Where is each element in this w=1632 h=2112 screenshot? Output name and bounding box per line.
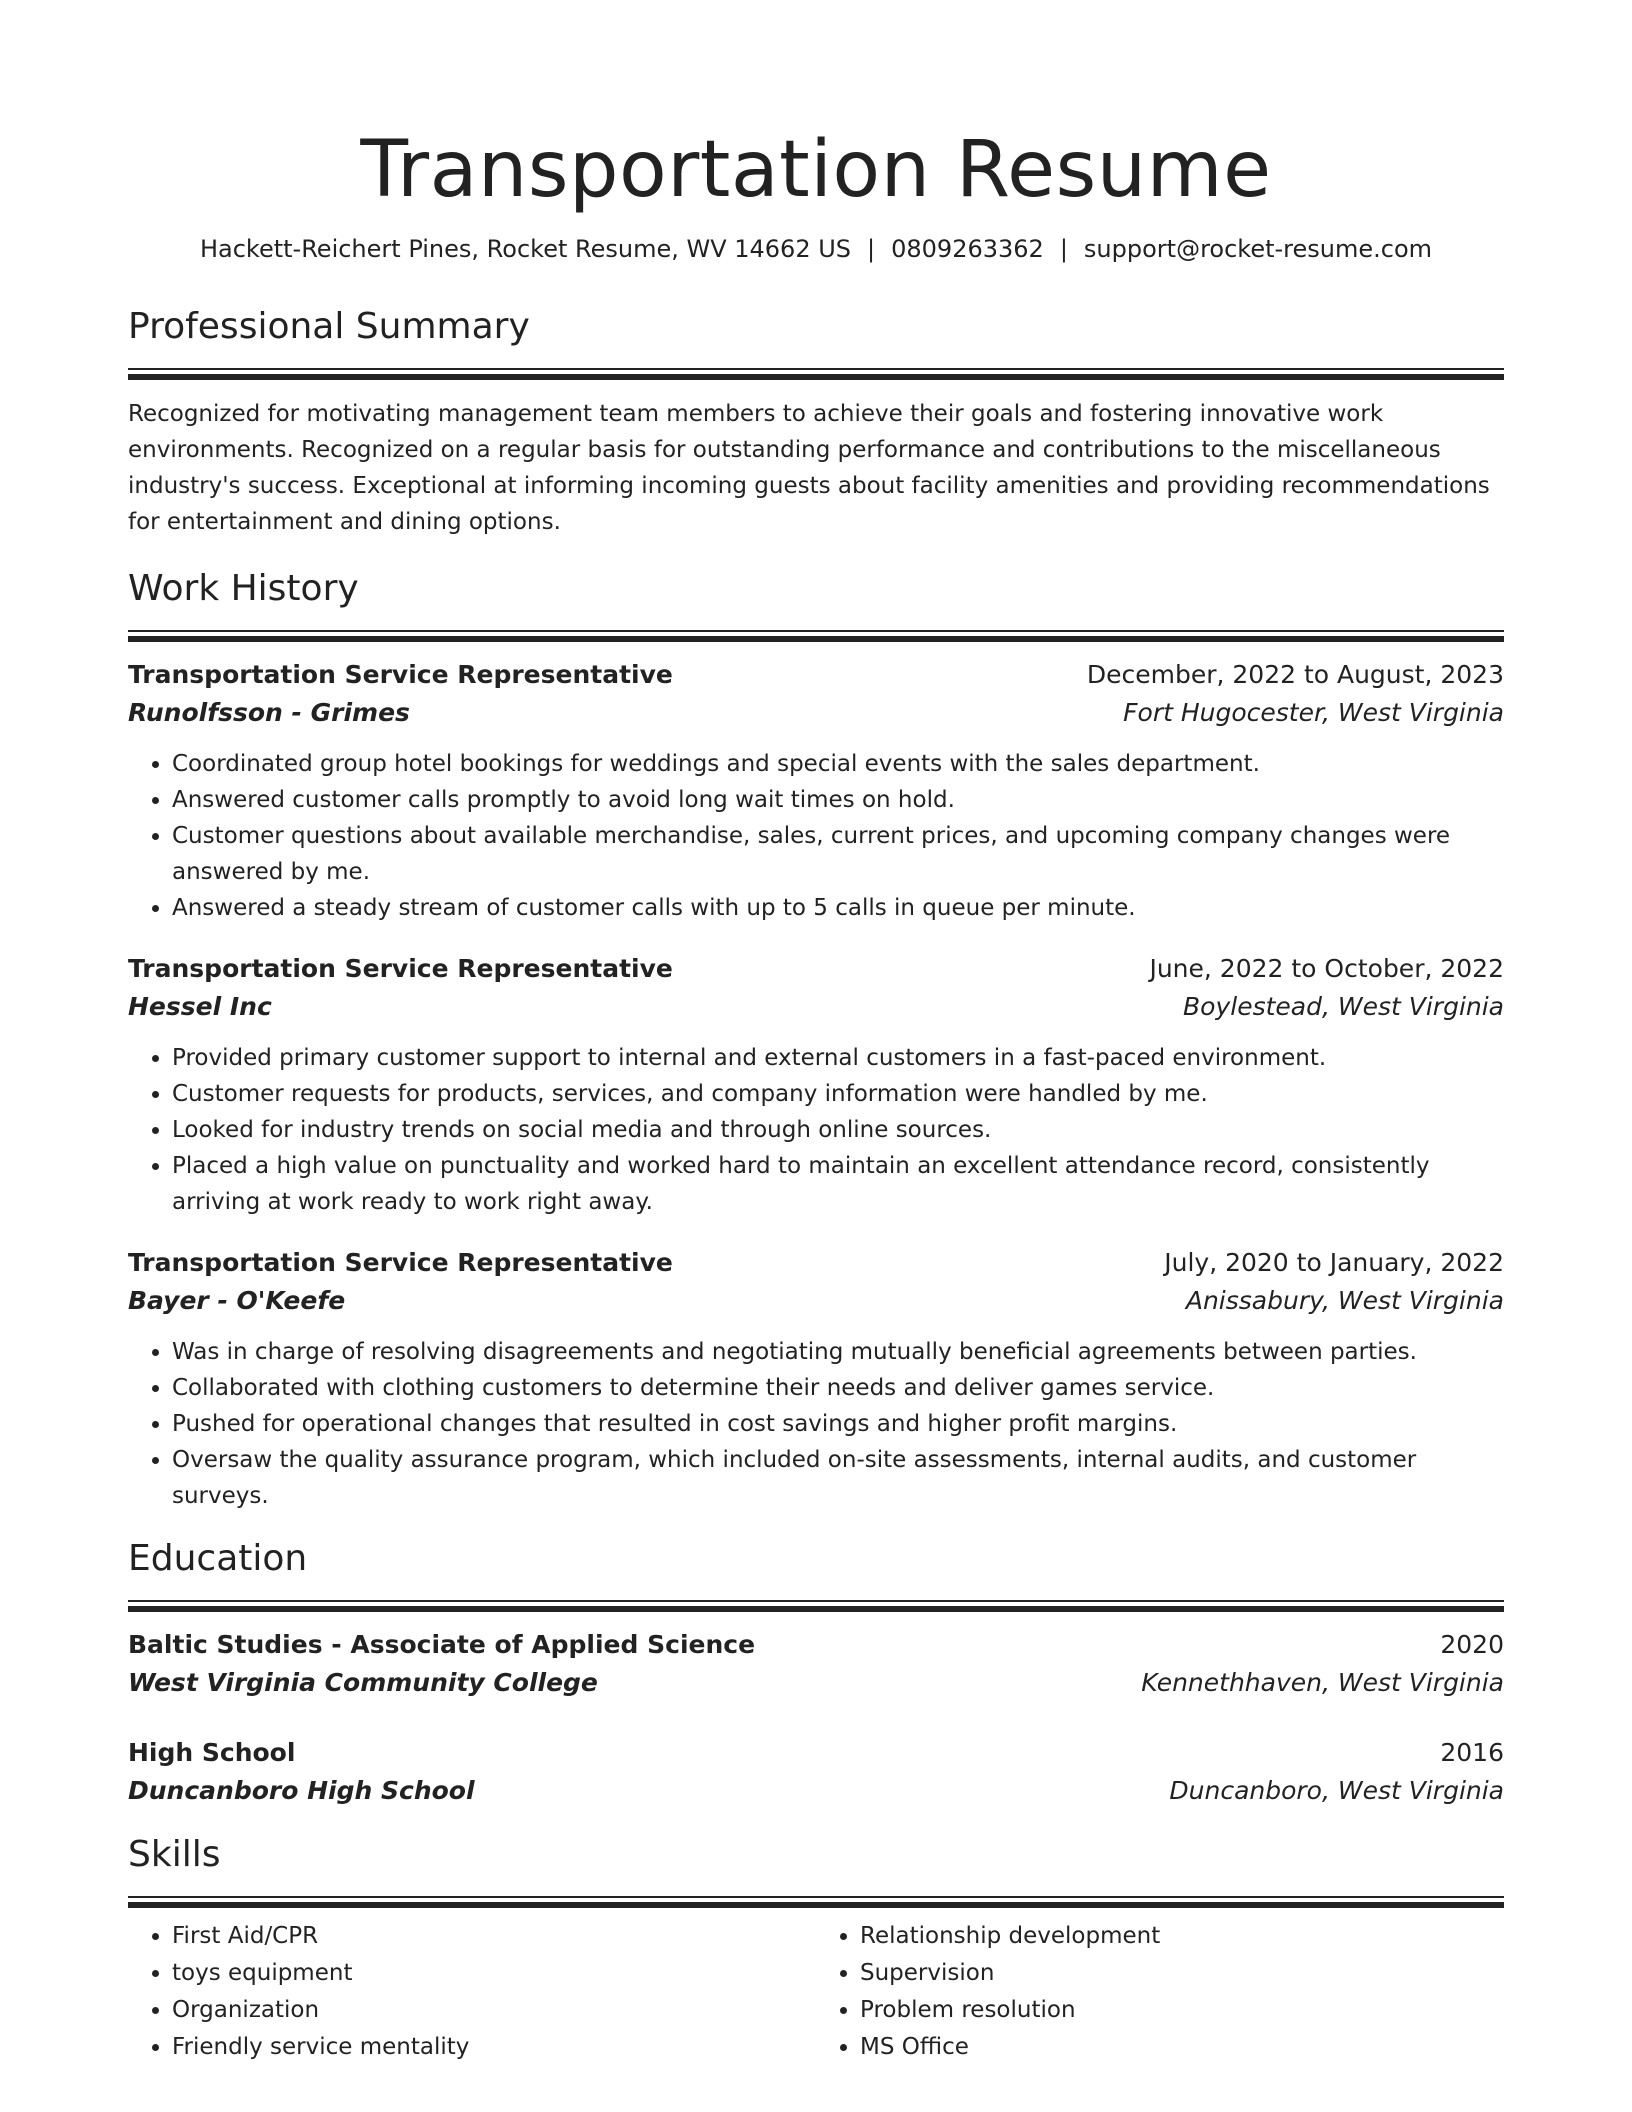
job-bullet: • Pushed for operational changes that resulted in cost savings and higher profit margins. (172, 1406, 1504, 1442)
skills-list (128, 1918, 1504, 2066)
job-location: Fort Hugocester, West Virginia (1123, 698, 1504, 727)
section-divider (128, 368, 1504, 380)
job-title: Transportation Service Representative (128, 660, 673, 689)
job-bullets (128, 1040, 1504, 1220)
job-bullet: • Collaborated with clothing customers to determine their needs and deliver games service. (172, 1370, 1504, 1406)
job-bullet: • Placed a high value on punctuality and worked hard to maintain an excellent attendance record, consistently arriving at work ready to work right away. (172, 1148, 1504, 1220)
job-dates: December, 2022 to August, 2023 (1086, 660, 1504, 689)
job-bullet: • Looked for industry trends on social media and through online sources. (172, 1112, 1504, 1148)
contact-separator: | (1059, 235, 1068, 263)
summary-section (128, 304, 1504, 540)
contact-address: Hackett-Reichert Pines, Rocket Resume, WV 14662 US (199, 235, 852, 263)
job-entry (128, 1244, 1504, 1514)
skill-item: • Organization (172, 1992, 816, 2029)
section-divider (128, 1896, 1504, 1908)
job-title: Transportation Service Representative (128, 1248, 673, 1277)
skill-item: • toys equipment (172, 1955, 816, 1992)
education-year: 2020 (1440, 1630, 1504, 1659)
job-bullet: • Answered a steady stream of customer calls with up to 5 calls in queue per minute. (172, 890, 1504, 926)
education-header (128, 1734, 1504, 1772)
contact-line (128, 232, 1504, 266)
skill-item: • Problem resolution (860, 1992, 1504, 2029)
section-title-skills: Skills (128, 1834, 221, 1875)
job-company: Hessel Inc (128, 992, 272, 1021)
job-bullet: • Oversaw the quality assurance program, which included on-site assessments, internal audits, and customer surveys. (172, 1442, 1504, 1514)
job-bullet: • Customer requests for products, services, and company information were handled by me. (172, 1076, 1504, 1112)
skill-item: • Relationship development (860, 1918, 1504, 1955)
job-subheader (128, 1282, 1504, 1320)
job-bullets (128, 746, 1504, 926)
job-dates: July, 2020 to January, 2022 (1164, 1248, 1504, 1277)
education-school: Duncanboro High School (128, 1776, 475, 1805)
education-degree: High School (128, 1738, 296, 1767)
job-location: Boylestead, West Virginia (1183, 992, 1504, 1021)
section-title-education: Education (128, 1538, 308, 1579)
section-title-work-history: Work History (128, 568, 359, 609)
education-year: 2016 (1440, 1738, 1504, 1767)
job-bullets (128, 1334, 1504, 1514)
skill-item: • First Aid/CPR (172, 1918, 816, 1955)
job-header (128, 950, 1504, 988)
job-location: Anissabury, West Virginia (1185, 1286, 1504, 1315)
summary-text: Recognized for motivating management team members to achieve their goals and fostering innovative work environments. Recognized on a regular basis for outstanding performance and contributions to the miscellaneous industry's success. Exceptional at informing incoming guests about facility amenities and providing recommendations for entertainment and dining options. (128, 401, 1490, 535)
education-location: Duncanboro, West Virginia (1169, 1776, 1504, 1805)
education-entry (128, 1734, 1504, 1810)
job-dates: June, 2022 to October, 2022 (1149, 954, 1504, 983)
education-subheader (128, 1664, 1504, 1702)
job-bullet: • Answered customer calls promptly to avoid long wait times on hold. (172, 782, 1504, 818)
job-subheader (128, 694, 1504, 732)
section-title-summary: Professional Summary (128, 306, 530, 347)
job-company: Bayer - O'Keefe (128, 1286, 346, 1315)
job-bullet: • Was in charge of resolving disagreements and negotiating mutually beneficial agreements between parties. (172, 1334, 1504, 1370)
contact-phone: 0809263362 (891, 235, 1044, 263)
job-header (128, 656, 1504, 694)
job-subheader (128, 988, 1504, 1026)
skill-item: • Friendly service mentality (172, 2029, 816, 2066)
education-degree: Baltic Studies - Associate of Applied Science (128, 1630, 756, 1659)
education-section (128, 1536, 1504, 1810)
education-entry (128, 1626, 1504, 1702)
work-history-section (128, 566, 1504, 1514)
job-company: Runolfsson - Grimes (128, 698, 410, 727)
job-entry (128, 656, 1504, 926)
contact-email: support@rocket-resume.com (1083, 235, 1433, 263)
resume-name: Transportation Resume (360, 125, 1272, 215)
job-bullet: • Customer questions about available merchandise, sales, current prices, and upcoming company changes were answered by me. (172, 818, 1504, 890)
job-bullet: • Provided primary customer support to internal and external customers in a fast-paced environment. (172, 1040, 1504, 1076)
skill-item: • Supervision (860, 1955, 1504, 1992)
job-bullet: • Coordinated group hotel bookings for weddings and special events with the sales department. (172, 746, 1504, 782)
education-school: West Virginia Community College (128, 1668, 598, 1697)
skill-item: • MS Office (860, 2029, 1504, 2066)
education-subheader (128, 1772, 1504, 1810)
job-entry (128, 950, 1504, 1220)
skills-section (128, 1832, 1504, 2066)
job-header (128, 1244, 1504, 1282)
education-header (128, 1626, 1504, 1664)
skills-column-right (816, 1918, 1504, 2066)
skills-column-left (128, 1918, 816, 2066)
education-location: Kennethhaven, West Virginia (1141, 1668, 1504, 1697)
section-divider (128, 630, 1504, 642)
section-divider (128, 1600, 1504, 1612)
job-title: Transportation Service Representative (128, 954, 673, 983)
contact-separator: | (867, 235, 876, 263)
